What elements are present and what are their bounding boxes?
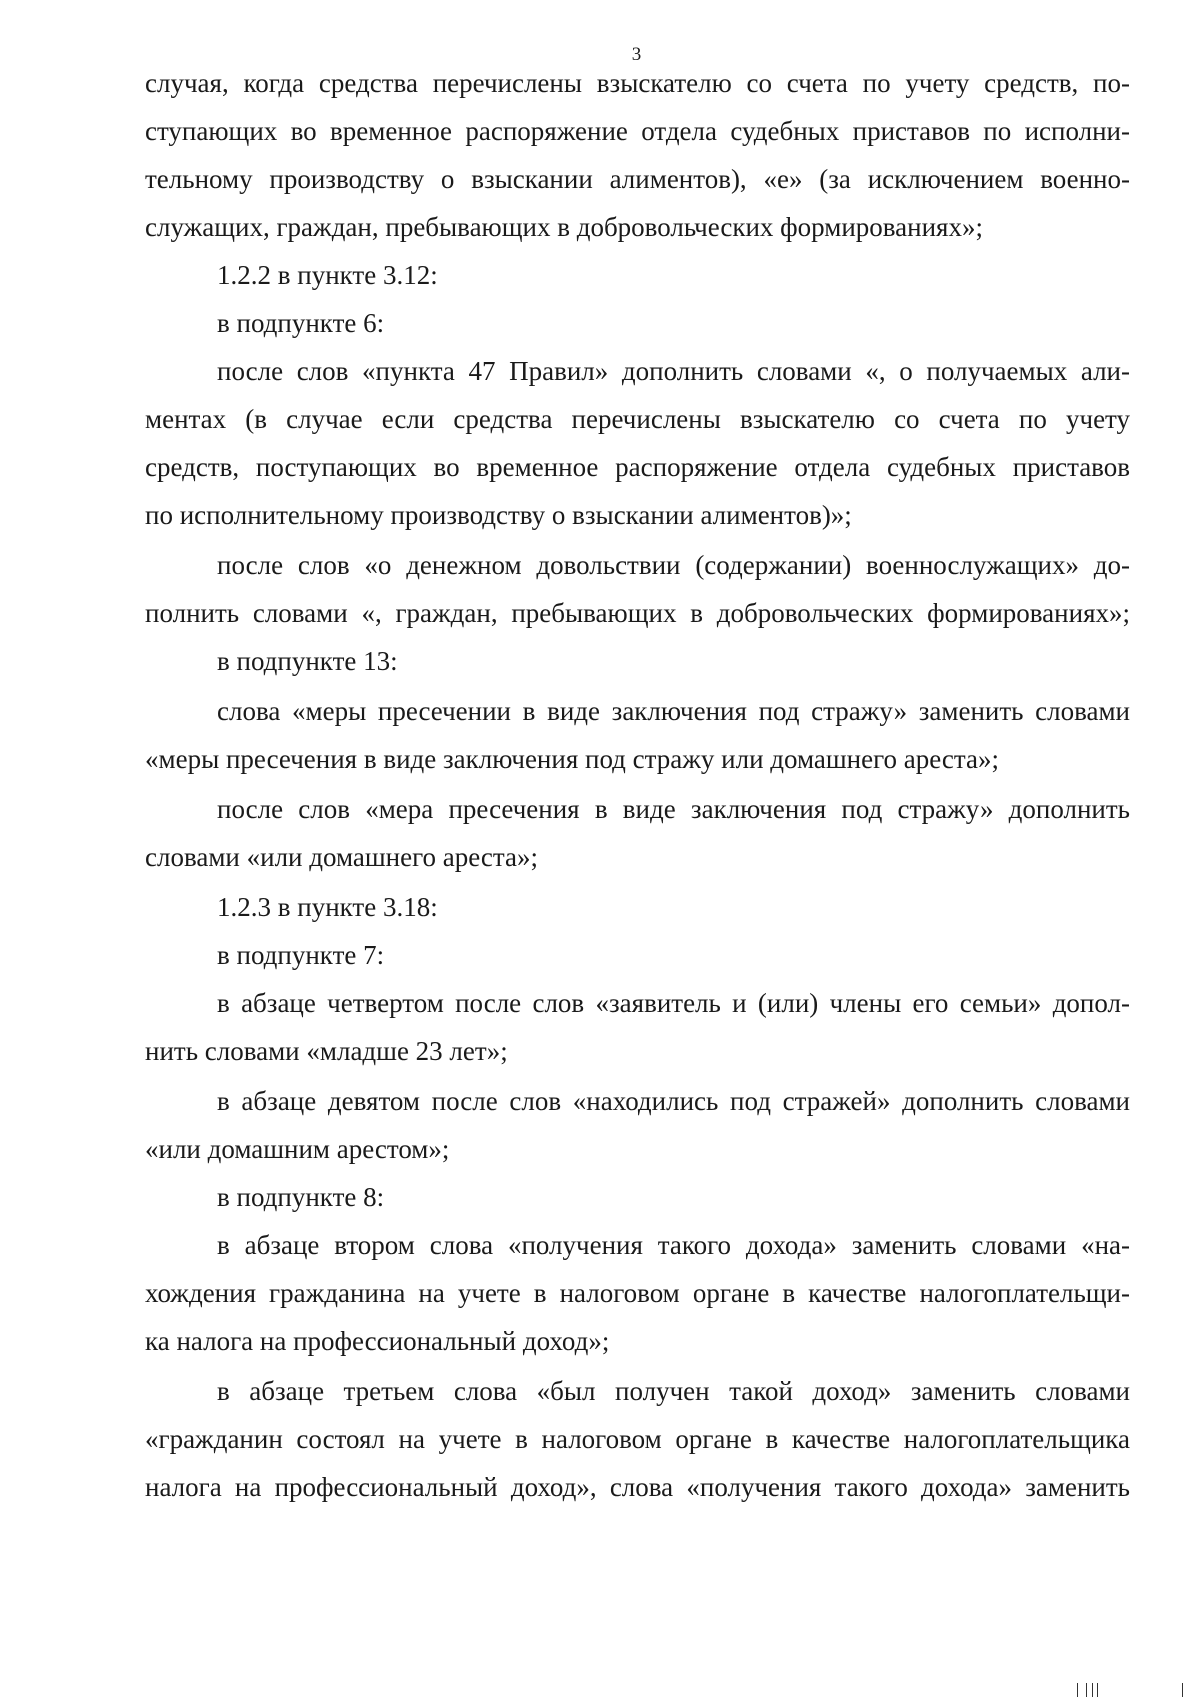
text-line: служащих, граждан, пребывающих в добровольческих формированиях»;	[145, 212, 983, 242]
text-line: в подпункте 8:	[217, 1182, 385, 1212]
text-line: случая, когда средства перечислены взыскателю со счета по учету средств, по-	[145, 68, 1130, 98]
text-line: словами «или домашнего ареста»;	[145, 842, 538, 872]
text-line: «или домашним арестом»;	[145, 1134, 450, 1164]
text-line: 1.2.2 в пункте 3.12:	[217, 260, 438, 290]
text-line: после слов «о денежном довольствии (содержании) военнослужащих» до-	[217, 550, 1130, 580]
text-line: в абзаце девятом после слов «находились под стражей» дополнить словами	[217, 1086, 1130, 1116]
text-line: «гражданин состоял на учете в налоговом органе в качестве налогоплательщика	[145, 1424, 1130, 1454]
page-number: 3	[631, 44, 642, 65]
text-line: средств, поступающих во временное распоряжение отдела судебных приставов	[145, 452, 1130, 482]
text-line: слова «меры пресечении в виде заключения под стражу» заменить словами	[217, 696, 1130, 726]
text-line: «меры пресечения в виде заключения под стражу или домашнего ареста»;	[145, 744, 1000, 774]
text-line: после слов «пункта 47 Правил» дополнить словами «, о получаемых али-	[217, 356, 1130, 386]
text-line: ступающих во временное распоряжение отдела судебных приставов по исполни-	[145, 116, 1130, 146]
text-line: тельному производству о взыскании алиментов), «е» (за исключением военно-	[145, 164, 1130, 194]
text-line: ментах (в случае если средства перечислены взыскателю со счета по учету	[145, 404, 1130, 434]
text-line: 1.2.3 в пункте 3.18:	[217, 892, 438, 922]
text-line: в абзаце втором слова «получения такого дохода» заменить словами «на-	[217, 1230, 1130, 1260]
scan-edge-marks	[1077, 1683, 1197, 1697]
text-line: полнить словами «, граждан, пребывающих в добровольческих формированиях»;	[145, 598, 1130, 628]
text-line: в подпункте 7:	[217, 940, 385, 970]
text-line: налога на профессиональный доход», слова «получения такого дохода» заменить	[145, 1472, 1130, 1502]
text-line: после слов «мера пресечения в виде заключения под стражу» дополнить	[217, 794, 1130, 824]
text-line: нить словами «младше 23 лет»;	[145, 1036, 508, 1066]
text-line: в абзаце четвертом после слов «заявитель и (или) члены его семьи» допол-	[217, 988, 1130, 1018]
text-line: в подпункте 13:	[217, 646, 398, 676]
text-line: по исполнительному производству о взыскании алиментов)»;	[145, 500, 852, 530]
text-line: ка налога на профессиональный доход»;	[145, 1326, 610, 1356]
text-line: в абзаце третьем слова «был получен такой доход» заменить словами	[217, 1376, 1130, 1406]
text-line: хождения гражданина на учете в налоговом органе в качестве налогоплательщи-	[145, 1278, 1130, 1308]
text-line: в подпункте 6:	[217, 308, 385, 338]
